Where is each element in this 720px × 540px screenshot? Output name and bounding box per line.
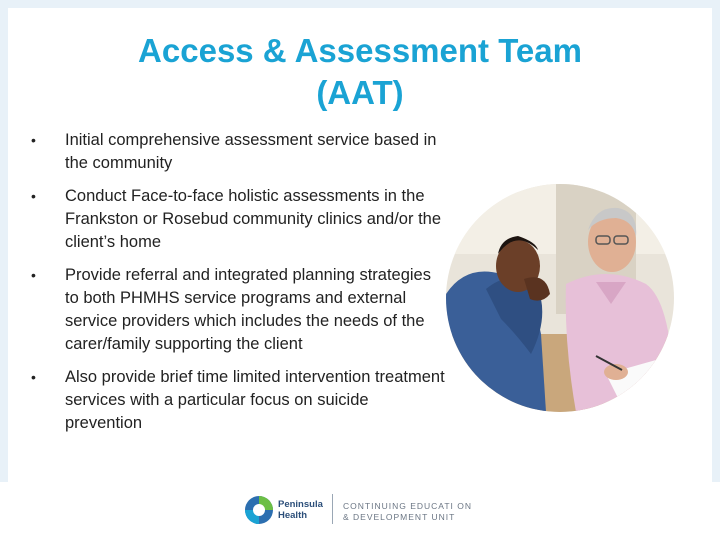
bullet-symbol: • xyxy=(31,132,36,148)
counselling-session-photo xyxy=(446,184,674,412)
slide-title xyxy=(0,30,720,114)
bullet-item xyxy=(28,264,448,356)
logo-name xyxy=(278,499,323,521)
bullet-item xyxy=(28,129,448,175)
unit-name xyxy=(343,501,472,523)
bullet-text: Also provide brief time limited intervention treatment services with a particular focus on suicide prevention xyxy=(65,368,445,432)
unit-line-1: CONTINUING EDUCATI ON xyxy=(343,501,472,511)
unit-line-2: & DEVELOPMENT UNIT xyxy=(343,512,456,522)
bullet-item xyxy=(28,185,448,254)
bullet-symbol: • xyxy=(31,188,36,204)
logo-line-1: Peninsula xyxy=(278,499,323,510)
bullet-text: Provide referral and integrated planning strategies to both PHMHS service programs and external service providers which includes the needs of the carer/family supporting the client xyxy=(65,266,431,353)
bullet-symbol: • xyxy=(31,267,36,283)
bullet-symbol: • xyxy=(31,369,36,385)
bullet-text: Initial comprehensive assessment service based in the community xyxy=(65,131,437,172)
logo-divider xyxy=(332,494,333,524)
bullet-list xyxy=(28,129,448,445)
peninsula-health-logo-icon xyxy=(244,495,274,525)
bullet-item xyxy=(28,366,448,435)
title-line-1: Access & Assessment Team xyxy=(138,32,582,69)
logo-line-2: Health xyxy=(278,510,308,521)
bullet-text: Conduct Face-to-face holistic assessments in the Frankston or Rosebud community clinics and/or the client’s home xyxy=(65,187,442,251)
title-line-2: (AAT) xyxy=(316,74,404,111)
